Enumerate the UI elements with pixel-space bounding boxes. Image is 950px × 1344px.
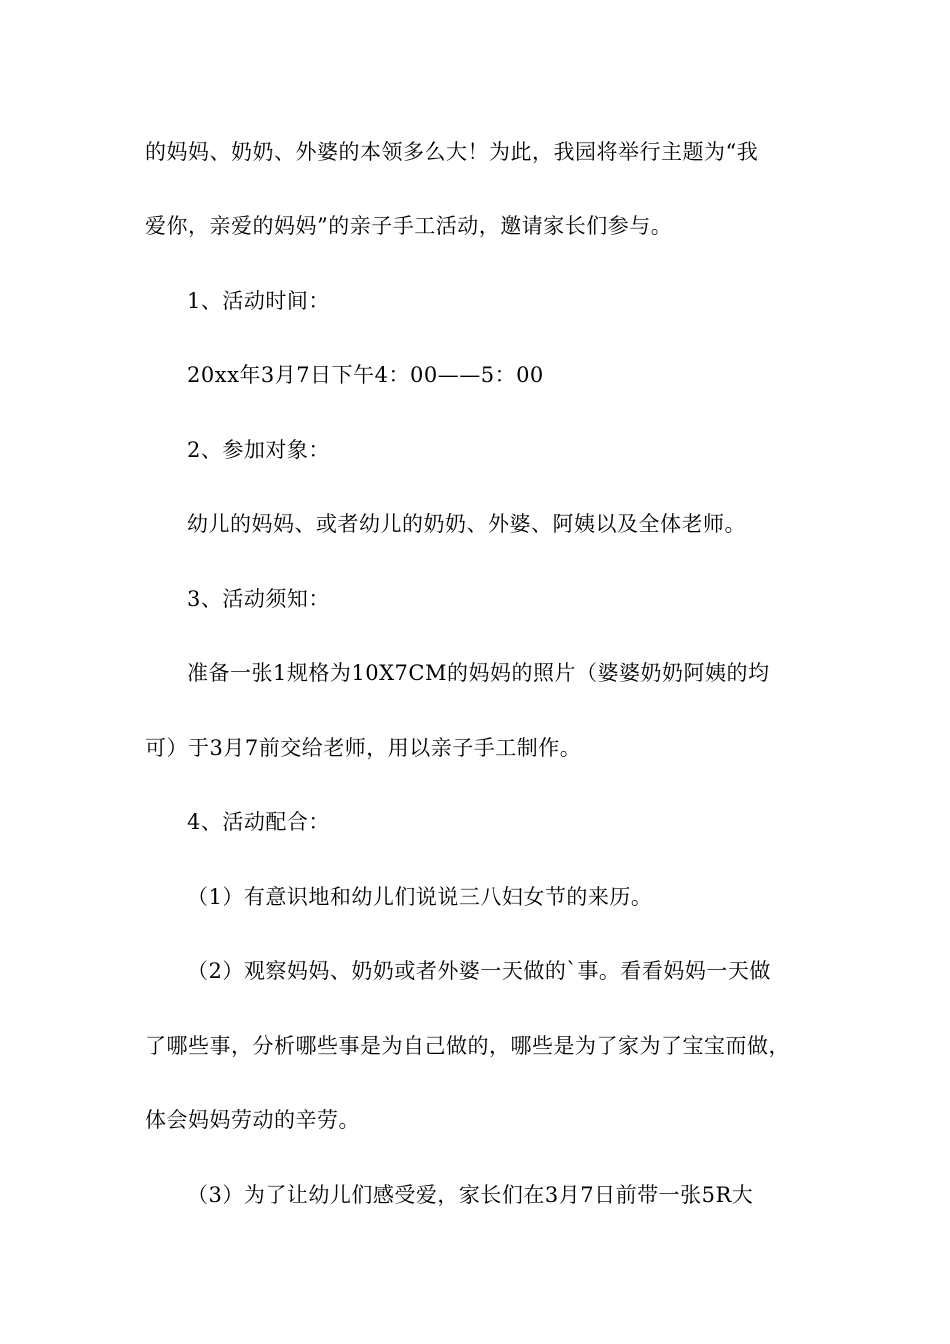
list-item: （3）为了让幼儿们感受爱，家长们在3月7日前带一张5R大 [187, 1183, 754, 1207]
paragraph-line: 体会妈妈劳动的辛劳。 [145, 1108, 360, 1132]
activity-time-value: 20xx年3月7日下午4：00——5：00 [187, 363, 544, 387]
section-heading-cooperation: 4、活动配合： [187, 810, 330, 834]
section-heading-participants: 2、参加对象： [187, 438, 330, 462]
section-heading-time: 1、活动时间： [187, 289, 330, 313]
list-item: （2）观察妈妈、奶奶或者外婆一天做的`事。看看妈妈一天做 [187, 959, 771, 983]
list-item: （1）有意识地和幼儿们说说三八妇女节的来历。 [187, 885, 653, 909]
paragraph-line: 准备一张1规格为10X7CM的妈妈的照片（婆婆奶奶阿姨的均 [187, 661, 770, 685]
section-heading-notice: 3、活动须知： [187, 587, 330, 611]
paragraph-line: 了哪些事，分析哪些事是为自己做的，哪些是为了家为了宝宝而做， [145, 1034, 790, 1058]
paragraph-line: 的妈妈、奶奶、外婆的本领多么大！为此，我园将举行主题为“我 [145, 140, 759, 164]
participants-value: 幼儿的妈妈、或者幼儿的奶奶、外婆、阿姨以及全体老师。 [187, 512, 746, 536]
paragraph-line: 爱你，亲爱的妈妈”的亲子手工活动，邀请家长们参与。 [145, 214, 673, 238]
paragraph-line: 可）于3月7前交给老师，用以亲子手工制作。 [145, 736, 582, 760]
